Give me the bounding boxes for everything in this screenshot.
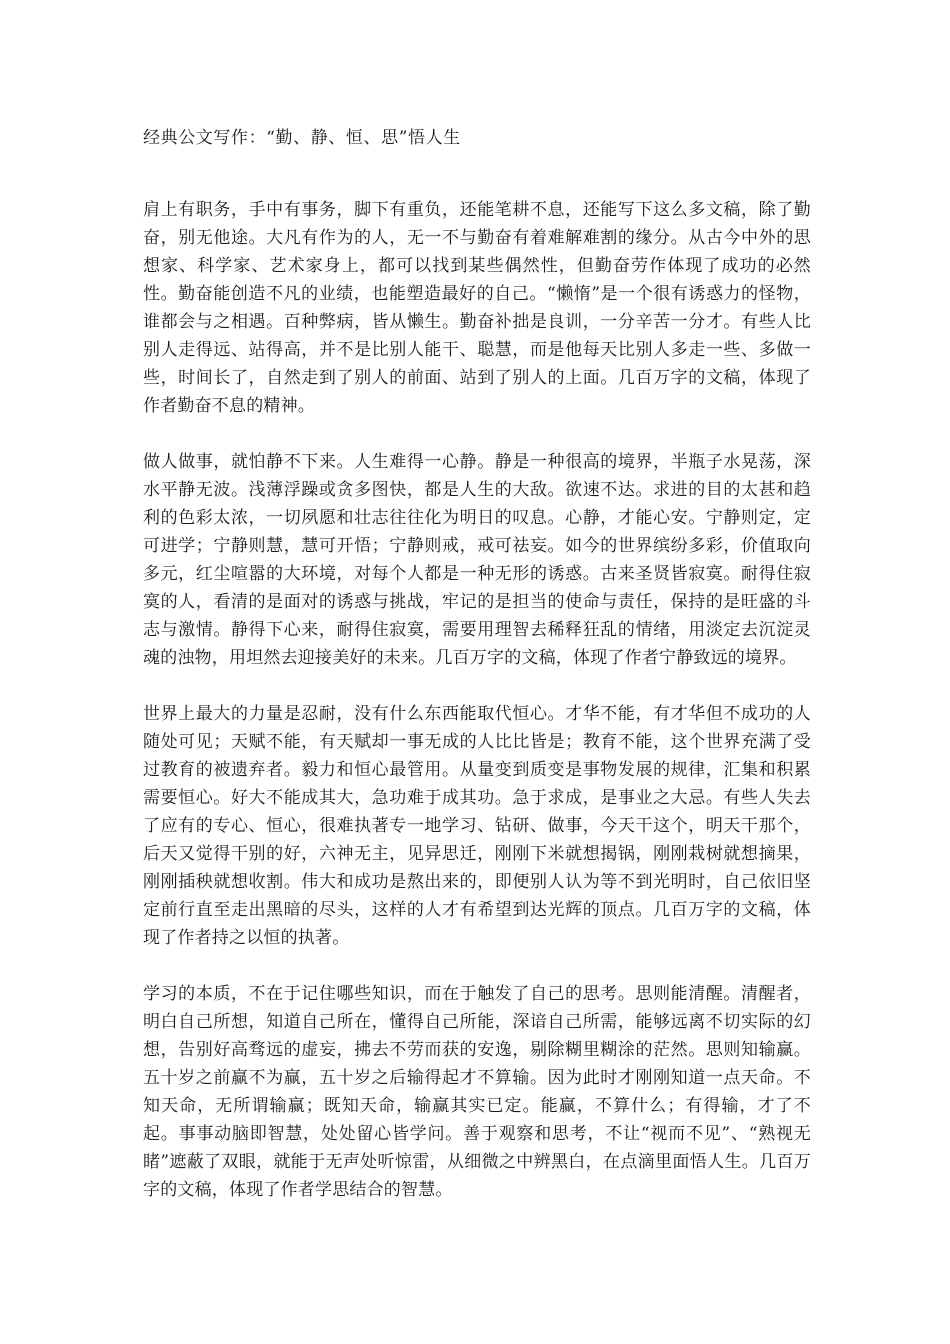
document-title: 经典公文写作：“勤、静、恒、思”悟人生 [143, 128, 461, 148]
paragraph-reflection: 学习的本质，不在于记住哪些知识，而在于触发了自己的思考。思则能清醒。清醒者，明白自己所想，知道自己所在，懂得自己所能，深谙自己所需，能够远离不切实际的幻想，告别好高骛远的虚妄，拂去不劳而获的安逸，剔除糊里糊涂的茫然。思则知输赢。五十岁之前赢不为赢，五十岁之后输得起才不算输。因为此时才刚刚知道一点天命。不知天命，无所谓输赢；既知天命，输赢其实已定。能赢，不算什么；有得输，才了不起。事事动脑即智慧，处处留心皆学问。善于观察和思考，不让“视而不见”、“熟视无睹”遮蔽了双眼，就能于无声处听惊雷，从细微之中辨黑白，在点滴里面悟人生。几百万字的文稿，体现了作者学思结合的智慧。 [143, 984, 811, 1200]
paragraph-diligence: 肩上有职务，手中有事务，脚下有重负，还能笔耕不息，还能写下这么多文稿，除了勤奋，别无他途。大凡有作为的人，无一不与勤奋有着难解难割的缘分。从古今中外的思想家、科学家、艺术家身上，都可以找到某些偶然性，但勤奋劳作体现了成功的必然性。勤奋能创造不凡的业绩，也能塑造最好的自己。“懒惰”是一个很有诱惑力的怪物，谁都会与之相遇。百种弊病，皆从懒生。勤奋补拙是良训，一分辛苦一分才。有些人比别人走得远、站得高，并不是比别人能干、聪慧，而是他每天比别人多走一些、多做一些，时间长了，自然走到了别人的前面、站到了别人的上面。几百万字的文稿，体现了作者勤奋不息的精神。 [143, 200, 811, 416]
document-body [143, 196, 811, 1204]
paragraph-tranquility: 做人做事，就怕静不下来。人生难得一心静。静是一种很高的境界，半瓶子水晃荡，深水平静无波。浅薄浮躁或贪多图快，都是人生的大敌。欲速不达。求进的目的太甚和趋利的色彩太浓，一切夙愿和壮志往往化为明日的叹息。心静，才能心安。宁静则定，定可进学；宁静则慧，慧可开悟；宁静则戒，戒可祛妄。如今的世界缤纷多彩，价值取向多元，红尘喧嚣的大环境，对每个人都是一种无形的诱惑。古来圣贤皆寂寞。耐得住寂寞的人，看清的是面对的诱惑与挑战，牢记的是担当的使命与责任，保持的是旺盛的斗志与激情。静得下心来，耐得住寂寞，需要用理智去稀释狂乱的情绪，用淡定去沉淀灵魂的浊物，用坦然去迎接美好的未来。几百万字的文稿，体现了作者宁静致远的境界。 [143, 452, 811, 668]
document-page [143, 124, 811, 1232]
paragraph-perseverance: 世界上最大的力量是忍耐，没有什么东西能取代恒心。才华不能，有才华但不成功的人随处可见；天赋不能，有天赋却一事无成的人比比皆是；教育不能，这个世界充满了受过教育的被遗弃者。毅力和恒心最管用。从量变到质变是事物发展的规律，汇集和积累需要恒心。好大不能成其大，急功难于成其功。急于求成，是事业之大忌。有些人失去了应有的专心、恒心，很难执著专一地学习、钻研、做事，今天干这个，明天干那个，后天又觉得干别的好，六神无主，见异思迁，刚刚下米就想揭锅，刚刚栽树就想摘果，刚刚插秧就想收割。伟大和成功是熬出来的，即便别人认为等不到光明时，自己依旧坚定前行直至走出黑暗的尽头，这样的人才有希望到达光辉的顶点。几百万字的文稿，体现了作者持之以恒的执著。 [143, 704, 811, 948]
